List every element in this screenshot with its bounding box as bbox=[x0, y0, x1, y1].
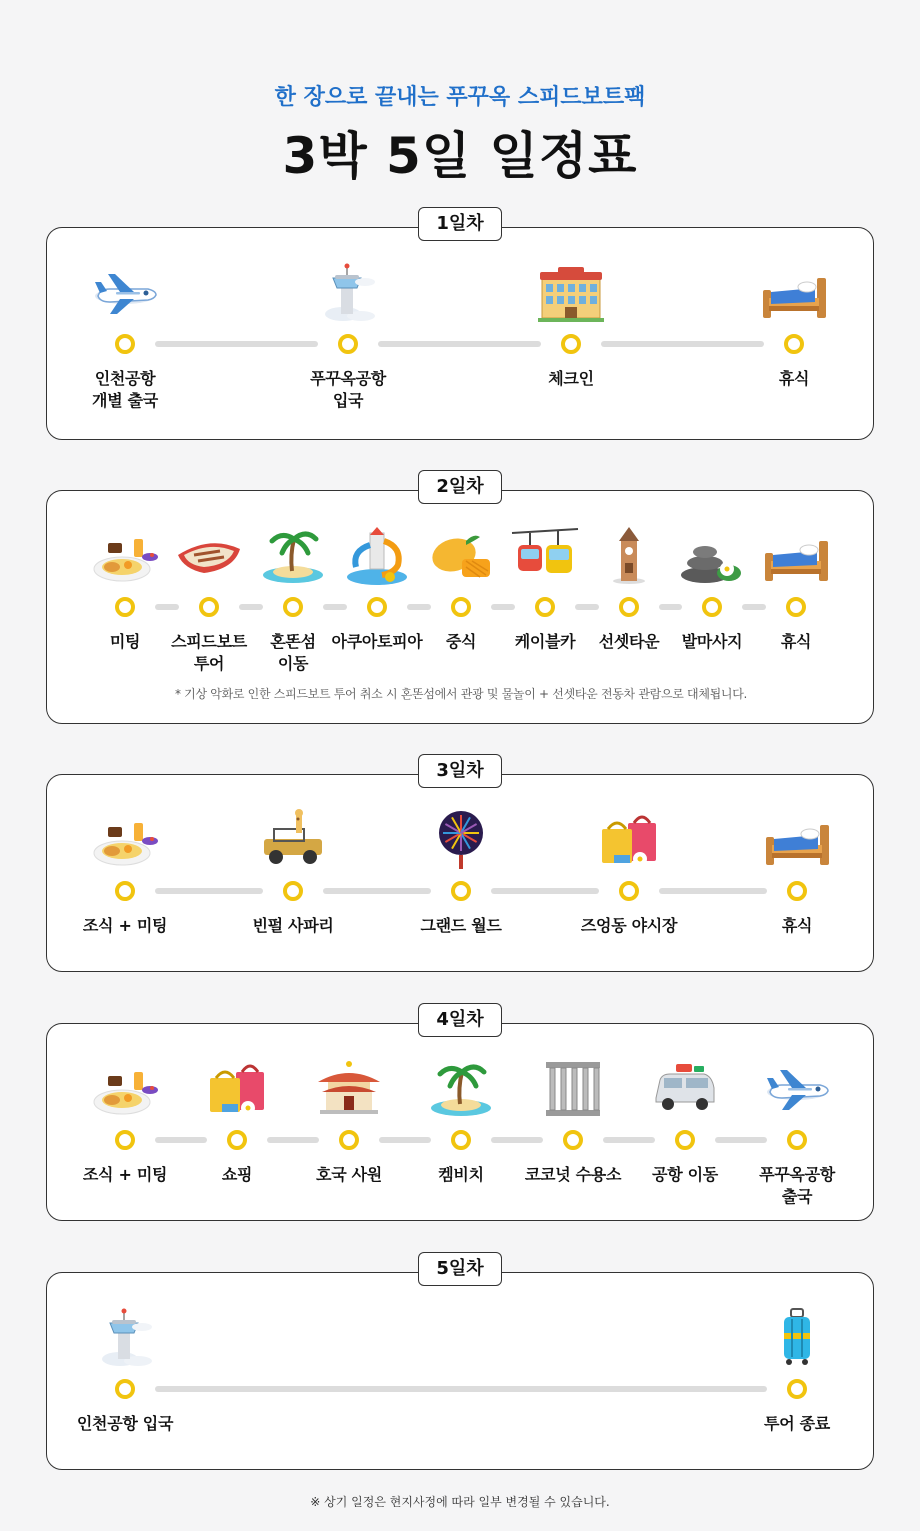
timeline-dot bbox=[283, 597, 303, 617]
breakfast-icon bbox=[90, 1058, 160, 1120]
timeline-stop bbox=[741, 525, 851, 653]
stop-label: 쇼핑 bbox=[221, 1165, 253, 1184]
stop-label: 휴식 bbox=[780, 632, 812, 651]
timeline-stop bbox=[70, 1058, 180, 1186]
timeline-stop bbox=[294, 1058, 404, 1186]
timeline-dot bbox=[535, 597, 555, 617]
timeline-stop bbox=[742, 1058, 852, 1208]
stop-label: 중식 bbox=[445, 632, 477, 651]
breakfast-icon bbox=[90, 525, 160, 587]
bed-icon bbox=[762, 809, 832, 871]
timeline-stop bbox=[238, 809, 348, 937]
stop-label: 체크인 bbox=[548, 369, 594, 388]
timeline-dot bbox=[787, 1379, 807, 1399]
bed-icon bbox=[759, 262, 829, 324]
luggage-icon bbox=[762, 1307, 832, 1369]
shopping-bags-icon bbox=[594, 809, 664, 871]
timeline-stop bbox=[406, 809, 516, 937]
timeline-dot bbox=[199, 597, 219, 617]
prison-bars-icon bbox=[538, 1058, 608, 1120]
stop-label: 빈펄 사파리 bbox=[252, 916, 334, 935]
stop-label: 그랜드 월드 bbox=[420, 916, 502, 935]
timeline-dot bbox=[338, 334, 358, 354]
bed-icon bbox=[761, 525, 831, 587]
day-label: 4일차 bbox=[418, 1003, 502, 1037]
boat-icon bbox=[174, 525, 244, 587]
stop-label: 미팅 bbox=[109, 632, 141, 651]
timeline-dot bbox=[786, 597, 806, 617]
page-title: 3박 5일 일정표 bbox=[282, 127, 638, 185]
island-icon bbox=[426, 1058, 496, 1120]
timeline-stop bbox=[574, 809, 684, 937]
timeline-dot bbox=[283, 881, 303, 901]
stop-label: 조식 + 미팅 bbox=[82, 1165, 168, 1184]
stop-label: 호국 사원 bbox=[316, 1165, 382, 1184]
stop-label: 푸꾸옥공항 입국 bbox=[310, 369, 386, 410]
stop-label: 켐비치 bbox=[438, 1165, 484, 1184]
breakfast-icon bbox=[90, 809, 160, 871]
timeline-dot bbox=[787, 881, 807, 901]
timeline-dot bbox=[451, 1130, 471, 1150]
timeline-stop bbox=[293, 262, 403, 412]
stop-label: 스피드보트 투어 bbox=[171, 632, 247, 673]
timeline-dot bbox=[451, 881, 471, 901]
day-label: 3일차 bbox=[418, 754, 502, 788]
timeline-dot bbox=[619, 881, 639, 901]
timeline-stop bbox=[70, 809, 180, 937]
day-label: 1일차 bbox=[418, 207, 502, 241]
timeline-dot bbox=[451, 597, 471, 617]
day-card bbox=[46, 1023, 874, 1221]
timeline-stop bbox=[406, 1058, 516, 1186]
stop-label: 투어 종료 bbox=[764, 1414, 830, 1433]
safari-jeep-icon bbox=[258, 809, 328, 871]
timeline-dot bbox=[675, 1130, 695, 1150]
stop-label: 조식 + 미팅 bbox=[82, 916, 168, 935]
cable-car-icon bbox=[510, 525, 580, 587]
stop-label: 휴식 bbox=[778, 369, 810, 388]
timeline-stop bbox=[182, 1058, 292, 1186]
timeline-dot bbox=[619, 597, 639, 617]
timeline-dot bbox=[115, 881, 135, 901]
stop-label: 공항 이동 bbox=[652, 1165, 718, 1184]
page-subtitle: 한 장으로 끝내는 푸꾸옥 스피드보트팩 bbox=[274, 85, 646, 110]
waterpark-icon bbox=[342, 525, 412, 587]
timeline-stop bbox=[630, 1058, 740, 1186]
spa-stones-icon bbox=[677, 525, 747, 587]
stop-label: 즈엉동 야시장 bbox=[580, 916, 678, 935]
timeline-stop bbox=[742, 809, 852, 937]
stop-label: 인천공항 입국 bbox=[76, 1414, 174, 1433]
timeline-dot bbox=[339, 1130, 359, 1150]
timeline-dot bbox=[115, 597, 135, 617]
day-card bbox=[46, 490, 874, 724]
control-tower-icon bbox=[313, 262, 383, 324]
timeline-stop bbox=[516, 262, 626, 390]
hotel-icon bbox=[536, 262, 606, 324]
timeline-stop bbox=[739, 262, 849, 390]
stop-label: 휴식 bbox=[781, 916, 813, 935]
timeline-dot bbox=[115, 1130, 135, 1150]
day-label: 2일차 bbox=[418, 470, 502, 504]
airplane-icon bbox=[762, 1058, 832, 1120]
timeline-stop bbox=[742, 1307, 852, 1435]
stop-label: 선셋타운 bbox=[598, 632, 660, 651]
van-icon bbox=[650, 1058, 720, 1120]
island-icon bbox=[258, 525, 328, 587]
timeline-dot bbox=[227, 1130, 247, 1150]
mango-icon bbox=[426, 525, 496, 587]
timeline-dot bbox=[563, 1130, 583, 1150]
tower-icon bbox=[594, 525, 664, 587]
timeline-stop bbox=[70, 262, 180, 412]
timeline-stop bbox=[70, 1307, 180, 1435]
stop-label: 푸꾸옥공항 출국 bbox=[759, 1165, 835, 1206]
shopping-bags-icon bbox=[202, 1058, 272, 1120]
stop-label: 발마사지 bbox=[681, 632, 743, 651]
stop-label: 아쿠아토피아 bbox=[331, 632, 423, 651]
timeline-dot bbox=[702, 597, 722, 617]
timeline-stop bbox=[518, 1058, 628, 1186]
stop-label: 케이블카 bbox=[514, 632, 576, 651]
airplane-icon bbox=[90, 262, 160, 324]
day-card bbox=[46, 774, 874, 972]
timeline-dot bbox=[367, 597, 387, 617]
timeline-dot bbox=[561, 334, 581, 354]
timeline-dot bbox=[115, 334, 135, 354]
timeline-dot bbox=[787, 1130, 807, 1150]
day-card bbox=[46, 227, 874, 440]
footer-note: ※ 상기 일정은 현지사정에 따라 일부 변경될 수 있습니다. bbox=[310, 1495, 610, 1509]
control-tower-icon bbox=[90, 1307, 160, 1369]
stop-label: 코코넛 수용소 bbox=[524, 1165, 622, 1184]
temple-icon bbox=[314, 1058, 384, 1120]
timeline-connector bbox=[155, 1386, 767, 1392]
day-card bbox=[46, 1272, 874, 1470]
stop-label: 혼똔섬 이동 bbox=[270, 632, 316, 673]
timeline-dot bbox=[784, 334, 804, 354]
day-note: * 기상 악화로 인한 스피드보트 투어 취소 시 혼똔섬에서 관광 및 물놀이 + 선셋타운 전동차 관람으로 대체됩니다. bbox=[174, 687, 748, 701]
day-label: 5일차 bbox=[418, 1252, 502, 1286]
stop-label: 인천공항 개별 출국 bbox=[92, 369, 158, 410]
timeline-dot bbox=[115, 1379, 135, 1399]
fireworks-icon bbox=[426, 809, 496, 871]
